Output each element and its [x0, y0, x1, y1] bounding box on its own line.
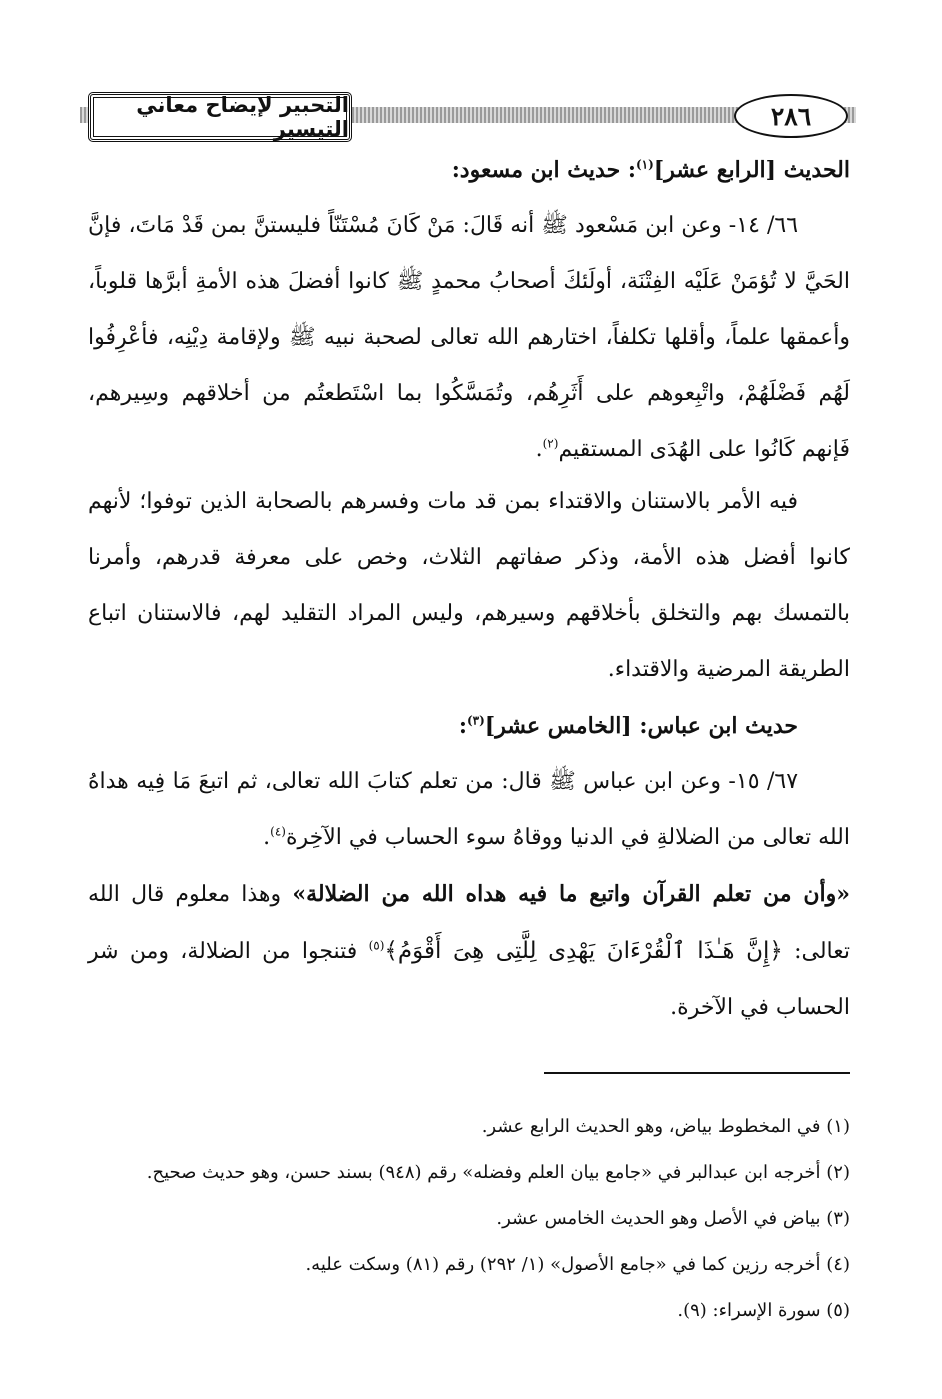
hadith-14-heading — [88, 142, 850, 198]
footnote-1: (١) في المخطوط بياض، وهو الحديث الرابع عشر. — [481, 1116, 850, 1137]
hadith-text-end: . — [263, 825, 271, 850]
commentary-text: فيه الأمر بالاستنان والاقتداء بمن قد مات وفسرهم بالصحابة الذين توفوا؛ لأنهم كانوا أفضل هذه الأمة، وذكر صفاتهم الثلاث، وخص على معرفة قدرهم، وأمرنا بالتمسك بهم والتخلق بأخلاقهم وسيرهم، وليس المراد التقليد لهم، فالاستنان اتباع الطريقة المرضية والاقتداء. — [88, 489, 850, 682]
running-header — [80, 92, 856, 144]
book-title: التحبير لإيضاح معاني التيسير — [88, 92, 352, 142]
hadith-15-section — [88, 698, 850, 866]
quoted-hadith: «وأن من تعلم القرآن واتبع ما فيه هداه الله من الضلالة» — [292, 881, 851, 907]
footnote-ref-1: (١) — [635, 157, 654, 172]
hadith-15-commentary — [88, 866, 850, 1036]
hadith-text: ٦٧/ ١٥- وعن ابن عباس ﷺ قال: من تعلم كتابَ الله تعالى، ثم اتبعَ مَا فِيه هداهُ الله تعالى من الضلالةِ في الدنيا ووقاهُ سوء الحساب في الآخِرة — [88, 769, 850, 850]
quran-verse: ﴿إِنَّ هَـٰذَا ٱلْقُرْءَانَ يَهْدِى لِلَّتِى هِىَ أَقْوَمُ﴾ — [384, 938, 783, 964]
hadith-text-end: . — [535, 437, 543, 462]
page-number: ٢٨٦ — [734, 94, 848, 138]
commentary-text: وهذا معلوم قال الله تعالى: — [88, 882, 850, 964]
hadith-15-text — [88, 754, 850, 866]
commentary-text-end: فتنجوا من الضلالة، ومن شر الحساب في الآخرة. — [88, 939, 850, 1020]
hadith-14-section — [88, 142, 850, 478]
footnote-2: (٢) أخرجه ابن عبدالبر في «جامع بيان العلم وفضله» رقم (٩٤٨) بسند حسن، وهو حديث صحيح. — [146, 1162, 850, 1183]
footnote-5: (٥) سورة الإسراء: (٩). — [677, 1300, 850, 1321]
footnote-4: (٤) أخرجه رزين كما في «جامع الأصول» (١/ ٢٩٢) رقم (٨١) وسكت عليه. — [305, 1254, 850, 1275]
footnote-ref-3: (٣) — [466, 713, 485, 728]
hadith-14-text — [88, 198, 850, 478]
heading-text: الحديث [الرابع عشر] — [653, 157, 850, 183]
heading-text-end: : — [458, 713, 467, 739]
footnote-ref-2: (٢) — [542, 436, 559, 451]
footnote-ref-5: (٥) — [368, 938, 385, 953]
footnote-ref-4: (٤) — [270, 824, 286, 839]
footnotes — [90, 1104, 850, 1334]
hadith-14-commentary — [88, 474, 850, 698]
commentary-paragraph — [88, 866, 850, 1036]
hadith-15-heading — [88, 698, 850, 754]
hadith-text: ٦٦/ ١٤- وعن ابن مَسْعود ﷺ أنه قَالَ: مَنْ كَانَ مُسْتَنّاً فليستنَّ بمن قَدْ مَاتَ، فإنَّ الحَيَّ لا تُؤمَنْ عَلَيْه الفِتْنَة، أولَئكَ أصحابُ محمدٍ ﷺ كانوا أفضلَ هذه الأمةِ أبرَّها قلوباً، وأعمقها علماً، وأقلها تكلفاً، اختارهم الله تعالى لصحبة نبيه ﷺ ولإقامة دِيْنِه، فأعْرِفُوا لَهُم فَضْلَهُمْ، واتْبِعوهم على أَثَرِهُم، وتُمَسَّكُوا بما اسْتَطعتُم من أخلاقهم وسِيرهم، فَإنهم كَانُوا على الهُدَى المستقيم — [88, 213, 850, 462]
heading-text: حديث ابن عباس: [الخامس عشر] — [484, 713, 798, 739]
heading-text-end: : حديث ابن مسعود: — [451, 157, 636, 183]
footnote-separator — [544, 1072, 850, 1074]
footnote-3: (٣) بياض في الأصل وهو الحديث الخامس عشر. — [496, 1208, 850, 1229]
